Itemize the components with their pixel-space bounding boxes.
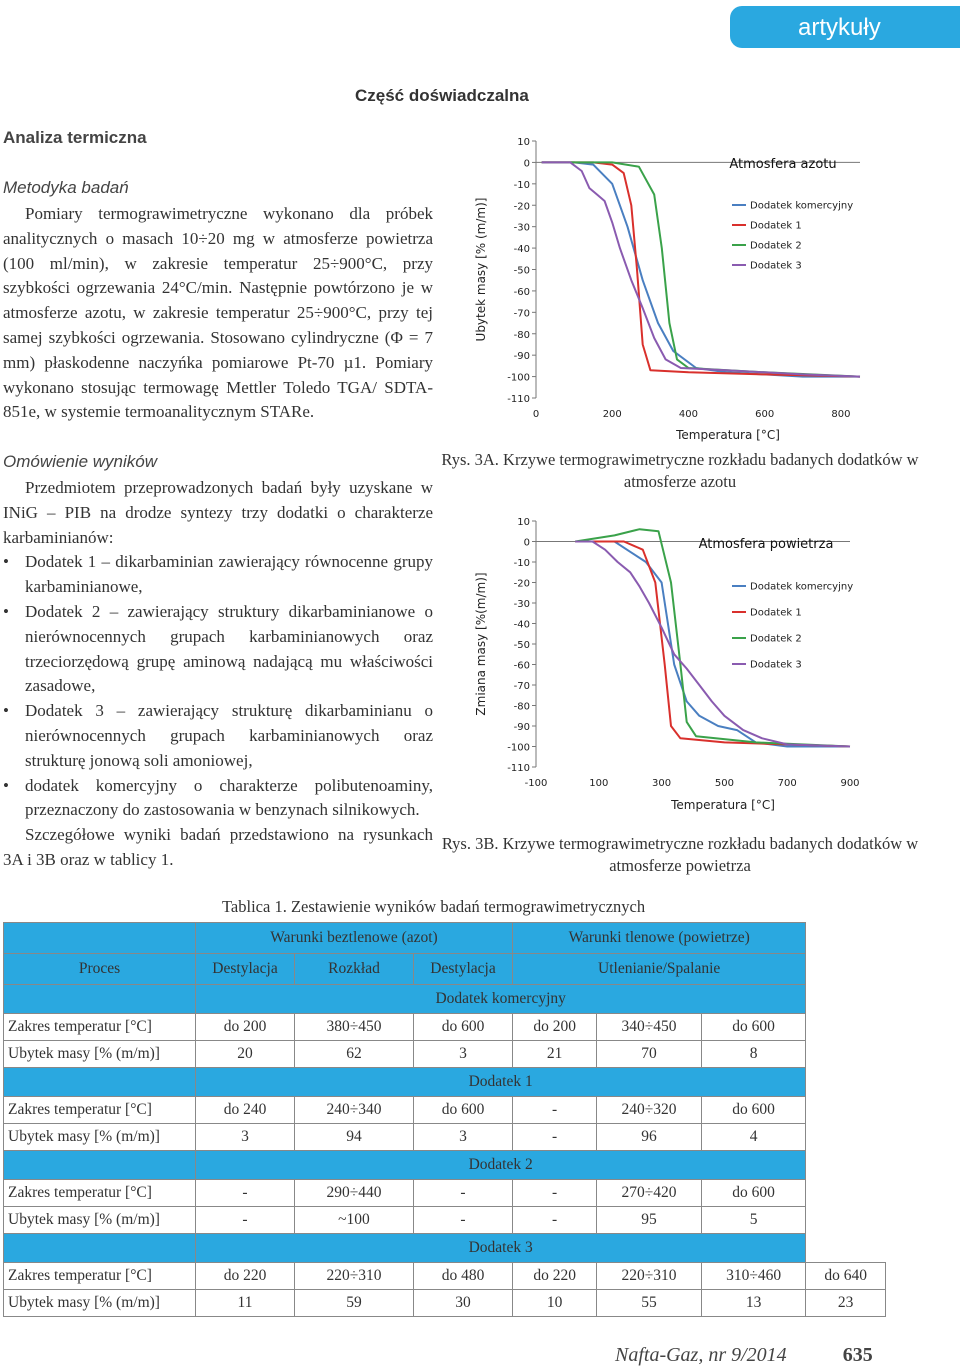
x-tick-label: -100 bbox=[524, 778, 548, 789]
paragraph-method bbox=[3, 202, 433, 425]
x-tick-label: 0 bbox=[532, 409, 540, 420]
table-header-row bbox=[4, 954, 886, 985]
x-axis-label: Temperatura [°C] bbox=[676, 428, 780, 442]
y-tick-label: -90 bbox=[513, 722, 530, 733]
y-tick-label: -80 bbox=[513, 329, 530, 341]
y-tick-label: -40 bbox=[513, 619, 530, 631]
y-tick-label: -70 bbox=[513, 308, 530, 320]
table-cell bbox=[4, 1068, 196, 1097]
y-tick-label: -20 bbox=[513, 578, 530, 590]
table-cell: 96 bbox=[597, 1124, 702, 1151]
category-tab bbox=[730, 6, 960, 48]
y-tick-label: -40 bbox=[513, 244, 530, 256]
table-cell: 13 bbox=[701, 1290, 806, 1317]
table-cell: do 200 bbox=[196, 1014, 295, 1041]
x-tick-label: 300 bbox=[652, 778, 672, 789]
y-tick-label: -80 bbox=[513, 701, 530, 713]
table-cell: - bbox=[513, 1124, 597, 1151]
table-row-label: Zakres temperatur [°C] bbox=[4, 1014, 196, 1041]
paragraph-results bbox=[3, 476, 433, 873]
table-header-anaerobic: Warunki beztlenowe (azot) bbox=[196, 923, 513, 954]
table-cell bbox=[4, 1234, 196, 1263]
table-cell: do 220 bbox=[513, 1263, 597, 1290]
table-header-cell: Destylacja bbox=[414, 954, 513, 985]
legend-label: Dodatek 1 bbox=[750, 220, 802, 232]
y-tick-label: -60 bbox=[513, 286, 530, 298]
legend-label: Dodatek 2 bbox=[750, 240, 802, 252]
table-cell: ~100 bbox=[295, 1207, 414, 1234]
table-cell: 10 bbox=[513, 1290, 597, 1317]
table-row bbox=[4, 1124, 886, 1151]
table-row-label: Ubytek masy [% (m/m)] bbox=[4, 1290, 196, 1317]
page-number: 635 bbox=[842, 1344, 873, 1366]
series-line bbox=[575, 542, 850, 747]
table-header-empty bbox=[4, 923, 196, 954]
table-row bbox=[4, 1207, 886, 1234]
table-row bbox=[4, 1263, 886, 1290]
x-tick-label: 400 bbox=[678, 409, 699, 420]
table-cell: 8 bbox=[701, 1041, 806, 1068]
table-section-row bbox=[4, 1234, 886, 1263]
legend-label: Dodatek 3 bbox=[750, 659, 802, 671]
chart-title: Atmosfera powietrza bbox=[698, 537, 834, 552]
table-cell bbox=[4, 1151, 196, 1180]
table-cell: 62 bbox=[295, 1041, 414, 1068]
table-cell: do 600 bbox=[414, 1097, 513, 1124]
table-cell: do 640 bbox=[806, 1263, 886, 1290]
table-section-row bbox=[4, 1151, 886, 1180]
paragraph-method-text: Pomiary termograwimetryczne wykonano dla próbek analitycznych o masach 10÷20 mg w atmosferze powietrza (100 ml/min), w zakresie temperatur 25÷900°C, przy szybkości ogrzewania 24°C/min. Następnie powtórzono je w atmosferze azotu, w zakresie temperatur 25÷900°C, przy tej samej szybkości ogrzewania. Stosowano cylindryczne (Φ = 7 mm) płaskodenne naczyńka pomiarowe Pt-70 µ1. Pomiary wykonano stosując termowagę Mettler Toledo TGA/ SDTA-851e, w systemie termoanalitycznym STARe. bbox=[3, 204, 433, 422]
page-footer bbox=[615, 1344, 873, 1367]
table-row bbox=[4, 1180, 886, 1207]
x-tick-label: 100 bbox=[589, 778, 609, 789]
subheading-results: Omówienie wyników bbox=[3, 452, 157, 471]
table-cell: - bbox=[196, 1207, 295, 1234]
series-line bbox=[542, 162, 860, 376]
table-cell: do 600 bbox=[701, 1180, 806, 1207]
table-caption: Tablica 1. Zestawienie wyników badań termograwimetrycznych bbox=[222, 897, 646, 916]
x-tick-label: 500 bbox=[714, 778, 734, 789]
list-item: • Dodatek 1 – dikarbaminian zawierający równocenne grupy karbaminianowe, bbox=[3, 550, 433, 600]
caption-fig3a: Rys. 3A. Krzywe termograwimetryczne rozkładu badanych dodatków w atmosferze azotu bbox=[441, 450, 919, 491]
legend-label: Dodatek 2 bbox=[750, 633, 802, 645]
table-section-row bbox=[4, 985, 886, 1014]
table-row-label: Zakres temperatur [°C] bbox=[4, 1097, 196, 1124]
chart-nitrogen bbox=[470, 130, 910, 448]
list-item: • Dodatek 3 – zawierający strukturę dikarbaminianu o nierównocennych grupach karbaminianowych oraz strukturę jonową soli amoniowej, bbox=[3, 699, 433, 773]
table-cell: 70 bbox=[597, 1041, 702, 1068]
table-header-cell: Proces bbox=[4, 954, 196, 985]
list-item: • dodatek komercyjny o charakterze polibutenoaminy, przeznaczony do zastosowania w benzynach silnikowych. bbox=[3, 774, 433, 824]
y-tick-label: 10 bbox=[517, 517, 530, 528]
y-tick-label: -70 bbox=[513, 681, 530, 692]
series-line bbox=[542, 162, 860, 376]
table-cell: 4 bbox=[701, 1124, 806, 1151]
table-row-label: Ubytek masy [% (m/m)] bbox=[4, 1041, 196, 1068]
table-section-name: Dodatek 2 bbox=[196, 1151, 806, 1180]
y-tick-label: -110 bbox=[507, 394, 530, 405]
table-cell: 3 bbox=[414, 1041, 513, 1068]
table-cell: - bbox=[414, 1180, 513, 1207]
table-cell: 21 bbox=[513, 1041, 597, 1068]
table-section-name: Dodatek 1 bbox=[196, 1068, 806, 1097]
caption-fig3b: Rys. 3B. Krzywe termograwimetryczne rozkładu badanych dodatków w atmosferze powietrza bbox=[441, 834, 919, 875]
table-cell: do 480 bbox=[414, 1263, 513, 1290]
table-cell: 290÷440 bbox=[295, 1180, 414, 1207]
table-cell: 30 bbox=[414, 1290, 513, 1317]
y-tick-label: -30 bbox=[513, 599, 530, 610]
y-tick-label: -30 bbox=[513, 222, 530, 234]
legend-label: Dodatek komercyjny bbox=[750, 200, 854, 212]
y-tick-label: 10 bbox=[517, 137, 530, 148]
table-row-label: Ubytek masy [% (m/m)] bbox=[4, 1207, 196, 1234]
chart-air bbox=[470, 510, 910, 822]
category-label: artykuły bbox=[798, 14, 881, 41]
table-section-row bbox=[4, 1068, 886, 1097]
table-header-cell: Destylacja bbox=[196, 954, 295, 985]
table-row-label: Zakres temperatur [°C] bbox=[4, 1180, 196, 1207]
table-cell: do 600 bbox=[701, 1014, 806, 1041]
y-tick-label: -20 bbox=[513, 201, 530, 213]
y-tick-label: 0 bbox=[523, 537, 530, 549]
table-cell bbox=[4, 985, 196, 1014]
series-line bbox=[542, 162, 860, 376]
table-row-label: Ubytek masy [% (m/m)] bbox=[4, 1124, 196, 1151]
series-line bbox=[575, 542, 850, 747]
table-cell: 11 bbox=[196, 1290, 295, 1317]
table-section-name: Dodatek komercyjny bbox=[196, 985, 806, 1014]
table-header-aerobic: Warunki tlenowe (powietrze) bbox=[513, 923, 806, 954]
table-cell: - bbox=[414, 1207, 513, 1234]
y-tick-label: -100 bbox=[507, 742, 530, 754]
table-cell: do 220 bbox=[196, 1263, 295, 1290]
table-cell: 3 bbox=[414, 1124, 513, 1151]
subheading-method: Metodyka badań bbox=[3, 178, 129, 197]
table-cell: 220÷310 bbox=[597, 1263, 702, 1290]
table-cell: do 200 bbox=[513, 1014, 597, 1041]
table-cell: 340÷450 bbox=[597, 1014, 702, 1041]
x-tick-label: 600 bbox=[755, 409, 775, 420]
table-cell: 5 bbox=[701, 1207, 806, 1234]
table-cell: 240÷320 bbox=[597, 1097, 702, 1124]
x-tick-label: 900 bbox=[840, 778, 860, 789]
table-cell: 380÷450 bbox=[295, 1014, 414, 1041]
legend-label: Dodatek 1 bbox=[750, 607, 802, 619]
paragraph-results-intro: Przedmiotem przeprowadzonych badań były uzyskane w INiG – PIB na drodze syntezy trzy dodatki o charakterze karbaminianów: bbox=[3, 478, 433, 547]
series-line bbox=[575, 542, 850, 747]
journal-name: Nafta-Gaz, nr 9/2014 bbox=[615, 1344, 787, 1366]
section-title: Część doświadczalna bbox=[355, 86, 529, 105]
table-row bbox=[4, 1097, 886, 1124]
table-cell: - bbox=[513, 1207, 597, 1234]
table-cell: 23 bbox=[806, 1290, 886, 1317]
y-tick-label: -110 bbox=[507, 763, 530, 774]
x-axis-label: Temperatura [°C] bbox=[671, 798, 775, 812]
table-cell: 270÷420 bbox=[597, 1180, 702, 1207]
table-row bbox=[4, 1041, 886, 1068]
table-cell: 240÷340 bbox=[295, 1097, 414, 1124]
table-cell: 310÷460 bbox=[701, 1263, 806, 1290]
x-tick-label: 800 bbox=[831, 409, 851, 420]
legend-label: Dodatek 3 bbox=[750, 260, 802, 272]
table-row bbox=[4, 1014, 886, 1041]
y-tick-label: -10 bbox=[513, 558, 530, 569]
table-cell: 94 bbox=[295, 1124, 414, 1151]
y-axis-label: Zmiana masy [%(m/m)] bbox=[474, 572, 488, 716]
y-tick-label: -60 bbox=[513, 660, 530, 672]
table-header-cell: Rozkład bbox=[295, 954, 414, 985]
additive-list bbox=[3, 550, 433, 823]
table-header-row bbox=[4, 923, 886, 954]
heading-thermal-analysis: Analiza termiczna bbox=[3, 128, 147, 147]
table-section-name: Dodatek 3 bbox=[196, 1234, 806, 1263]
table-cell: - bbox=[513, 1097, 597, 1124]
table-row bbox=[4, 1290, 886, 1317]
paragraph-results-outro: Szczegółowe wyniki badań przedstawiono na rysunkach 3A i 3B oraz w tablicy 1. bbox=[3, 825, 433, 869]
y-tick-label: -100 bbox=[507, 372, 530, 384]
table-cell: do 600 bbox=[701, 1097, 806, 1124]
table-cell: do 600 bbox=[414, 1014, 513, 1041]
table-cell: - bbox=[196, 1180, 295, 1207]
y-tick-label: -50 bbox=[513, 265, 530, 277]
y-tick-label: 0 bbox=[523, 158, 530, 170]
list-item: • Dodatek 2 – zawierający struktury dikarbaminianowe o nierównocennych grupach karbaminianowych oraz trzeciorzędową grupę aminową nadającą mu właściwości zasadowe, bbox=[3, 600, 433, 699]
x-tick-label: 700 bbox=[777, 778, 797, 789]
table-cell: 3 bbox=[196, 1124, 295, 1151]
table-row-label: Zakres temperatur [°C] bbox=[4, 1263, 196, 1290]
y-axis-label: Ubytek masy [% (m/m)] bbox=[474, 197, 488, 342]
legend-label: Dodatek komercyjny bbox=[750, 581, 854, 593]
table-cell: 20 bbox=[196, 1041, 295, 1068]
table-cell: 55 bbox=[597, 1290, 702, 1317]
chart-title: Atmosfera azotu bbox=[729, 157, 837, 172]
series-line bbox=[542, 162, 860, 376]
table-header-cell: Utlenianie/Spalanie bbox=[513, 954, 806, 985]
y-tick-label: -90 bbox=[513, 351, 530, 363]
results-table bbox=[3, 922, 886, 1317]
table-cell: 59 bbox=[295, 1290, 414, 1317]
table-cell: - bbox=[513, 1180, 597, 1207]
y-tick-label: -50 bbox=[513, 640, 530, 651]
table-cell: do 240 bbox=[196, 1097, 295, 1124]
y-tick-label: -10 bbox=[513, 179, 530, 191]
x-tick-label: 200 bbox=[602, 409, 622, 420]
table-cell: 95 bbox=[597, 1207, 702, 1234]
table-cell: 220÷310 bbox=[295, 1263, 414, 1290]
